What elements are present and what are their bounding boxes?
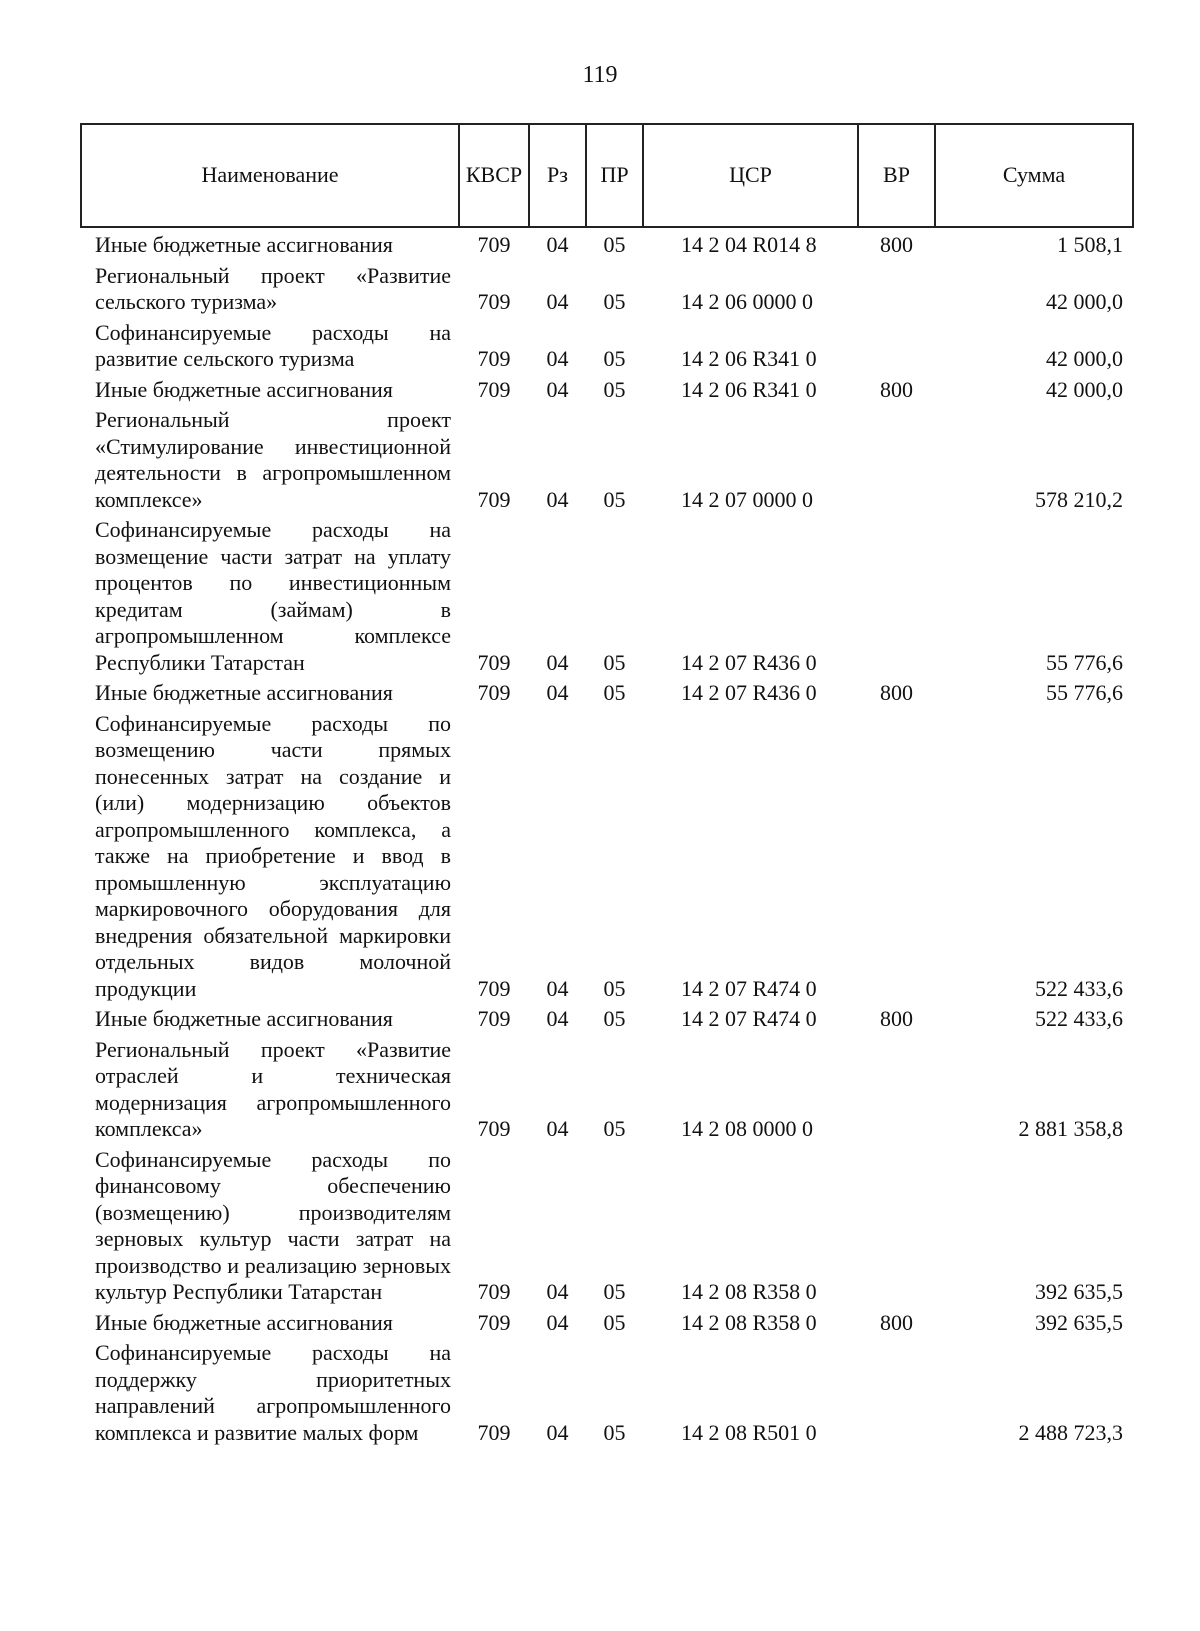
- table-row: [81, 680, 1133, 711]
- row-rz: 04: [546, 1309, 569, 1335]
- row-vr: [858, 1340, 935, 1450]
- row-vr: 800: [880, 232, 913, 257]
- row-pr: 05: [603, 649, 626, 675]
- row-kvsr: 709: [477, 289, 511, 314]
- row-name: Региональный проект «Стимулирование инвестиционной деятельности в агропромышленном комплексе»: [95, 407, 451, 512]
- table-row: [81, 1340, 1133, 1450]
- row-csr: 14 2 08 R358 0: [681, 1309, 817, 1335]
- row-csr: 14 2 07 R436 0: [681, 649, 817, 675]
- row-vr: [858, 1037, 935, 1147]
- row-sum: 42 000,0: [1046, 346, 1123, 371]
- row-rz: 04: [546, 376, 569, 402]
- row-pr: 05: [603, 680, 626, 705]
- row-vr: 800: [880, 680, 913, 705]
- row-sum: 392 635,5: [1035, 1279, 1123, 1304]
- row-pr: 05: [603, 486, 626, 512]
- row-rz: 04: [546, 680, 569, 705]
- row-kvsr: 709: [477, 975, 511, 1001]
- table-row: [81, 263, 1133, 320]
- row-kvsr: 709: [477, 1419, 511, 1445]
- row-kvsr: 709: [477, 680, 511, 705]
- row-pr: 05: [603, 1419, 626, 1445]
- row-pr: 05: [603, 289, 626, 314]
- row-kvsr: 709: [477, 346, 511, 371]
- row-name: Софинансируемые расходы по финансовому обеспечению (возмещению) производителям зерновых культур части затрат на производство и реализацию зерновых культур Республики Татарстан: [95, 1146, 451, 1304]
- page-number: 119: [582, 62, 618, 88]
- row-rz: 04: [546, 346, 569, 371]
- header-sum: Сумма: [935, 124, 1133, 227]
- table-row: [81, 407, 1133, 517]
- row-rz: 04: [546, 1116, 569, 1141]
- row-sum: 55 776,6: [1046, 680, 1123, 705]
- row-csr: 14 2 06 0000 0: [681, 289, 813, 314]
- table-row: [81, 517, 1133, 680]
- row-rz: 04: [546, 1006, 569, 1031]
- row-csr: 14 2 06 R341 0: [681, 346, 817, 371]
- row-vr: 800: [880, 1309, 913, 1335]
- header-pr: ПР: [586, 124, 643, 227]
- row-name: Иные бюджетные ассигнования: [95, 376, 393, 402]
- table-row: [81, 1037, 1133, 1147]
- row-sum: 2 488 723,3: [1018, 1419, 1123, 1445]
- table-row: [81, 1147, 1133, 1310]
- row-name: Иные бюджетные ассигнования: [95, 680, 393, 705]
- row-pr: 05: [603, 1279, 626, 1304]
- row-csr: 14 2 07 R474 0: [681, 1006, 817, 1031]
- row-csr: 14 2 08 R358 0: [681, 1279, 817, 1304]
- table-row: [81, 227, 1133, 263]
- row-vr: 800: [880, 376, 913, 402]
- row-csr: 14 2 08 0000 0: [681, 1116, 813, 1141]
- header-kvsr: КВСР: [459, 124, 529, 227]
- row-rz: 04: [546, 289, 569, 314]
- row-kvsr: 709: [477, 649, 511, 675]
- row-kvsr: 709: [477, 232, 511, 257]
- row-csr: 14 2 06 R341 0: [681, 376, 817, 402]
- row-vr: [858, 263, 935, 320]
- row-rz: 04: [546, 975, 569, 1001]
- row-pr: 05: [603, 232, 626, 257]
- row-csr: 14 2 07 R474 0: [681, 975, 817, 1001]
- row-name: Софинансируемые расходы на поддержку приоритетных направлений агропромышленного комплекса и развитие малых форм: [95, 1340, 451, 1445]
- row-sum: 1 508,1: [1057, 232, 1123, 257]
- row-csr: 14 2 07 R436 0: [681, 680, 817, 705]
- row-csr: 14 2 08 R501 0: [681, 1419, 817, 1445]
- header-name: Наименование: [81, 124, 459, 227]
- row-vr: [858, 320, 935, 377]
- row-name: Иные бюджетные ассигнования: [95, 1006, 393, 1031]
- header-vr: ВР: [858, 124, 935, 227]
- row-sum: 578 210,2: [1035, 486, 1123, 512]
- row-vr: [858, 407, 935, 517]
- table-row: [81, 377, 1133, 408]
- header-csr: ЦСР: [643, 124, 858, 227]
- row-name: Иные бюджетные ассигнования: [95, 232, 393, 257]
- row-pr: 05: [603, 1116, 626, 1141]
- row-sum: 392 635,5: [1035, 1309, 1123, 1335]
- row-name: Софинансируемые расходы на развитие сельского туризма: [95, 319, 451, 371]
- row-sum: 522 433,6: [1035, 1006, 1123, 1031]
- row-pr: 05: [603, 346, 626, 371]
- row-csr: 14 2 04 R014 8: [681, 232, 817, 257]
- row-kvsr: 709: [477, 1006, 511, 1031]
- row-vr: 800: [880, 1006, 913, 1031]
- row-name: Софинансируемые расходы на возмещение части затрат на уплату процентов по инвестиционным кредитам (займам) в агропромышленном комплексе Республики Татарстан: [95, 517, 451, 675]
- row-kvsr: 709: [477, 1279, 511, 1304]
- row-name: Региональный проект «Развитие отраслей и техническая модернизация агропромышленного комплекса»: [95, 1036, 451, 1141]
- row-kvsr: 709: [477, 1116, 511, 1141]
- table-row: [81, 1310, 1133, 1341]
- row-sum: 55 776,6: [1046, 649, 1123, 675]
- row-vr: [858, 1147, 935, 1310]
- row-pr: 05: [603, 376, 626, 402]
- table-body: [81, 227, 1133, 1450]
- row-vr: [858, 517, 935, 680]
- row-sum: 42 000,0: [1046, 376, 1123, 402]
- row-kvsr: 709: [477, 1309, 511, 1335]
- row-rz: 04: [546, 1419, 569, 1445]
- row-sum: 2 881 358,8: [1018, 1116, 1123, 1141]
- row-kvsr: 709: [477, 486, 511, 512]
- budget-table: [80, 123, 1134, 1450]
- row-vr: [858, 711, 935, 1007]
- row-pr: 05: [603, 1309, 626, 1335]
- row-pr: 05: [603, 975, 626, 1001]
- row-rz: 04: [546, 486, 569, 512]
- table-row: [81, 711, 1133, 1007]
- row-name: Иные бюджетные ассигнования: [95, 1309, 393, 1335]
- row-sum: 522 433,6: [1035, 975, 1123, 1001]
- row-rz: 04: [546, 1279, 569, 1304]
- table-row: [81, 1006, 1133, 1037]
- table-row: [81, 320, 1133, 377]
- row-csr: 14 2 07 0000 0: [681, 486, 813, 512]
- row-name: Региональный проект «Развитие сельского туризма»: [95, 262, 451, 314]
- header-rz: Рз: [529, 124, 586, 227]
- row-rz: 04: [546, 649, 569, 675]
- row-name: Софинансируемые расходы по возмещению части прямых понесенных затрат на создание и (или) модернизацию объектов агропромышленного комплекса, а также на приобретение и ввод в промышленную эксплуатацию маркировочного оборудования для внедрения обязательной маркировки отдельных видов молочной продукции: [95, 710, 451, 1001]
- row-sum: 42 000,0: [1046, 289, 1123, 314]
- row-kvsr: 709: [477, 376, 511, 402]
- row-pr: 05: [603, 1006, 626, 1031]
- table-header: [81, 124, 1133, 227]
- row-rz: 04: [546, 232, 569, 257]
